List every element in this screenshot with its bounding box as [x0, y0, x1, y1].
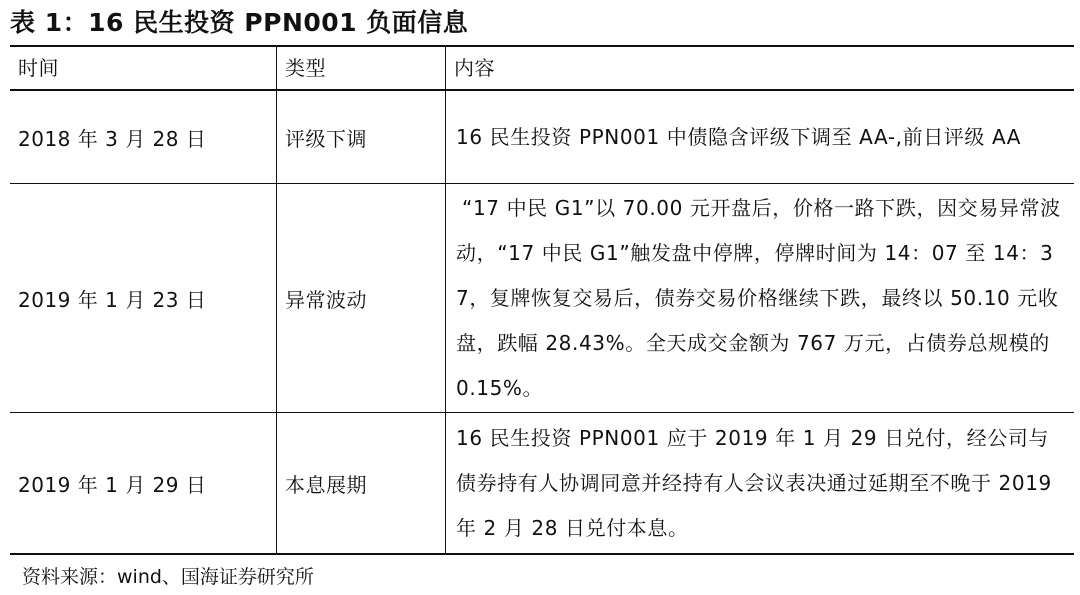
row-content: 16 民生投资 PPN001 应于 2019 年 1 月 29 日兑付，经公司与债券持有人协调同意并经持有人会议表决通过延期至不晚于 2019 年 2 月 28 日兑付本息。 — [446, 413, 1075, 555]
table-row — [10, 184, 1074, 413]
table-row — [10, 90, 1074, 184]
table-row — [10, 413, 1074, 555]
header-time: 时间 — [10, 46, 277, 90]
row-time: 2019 年 1 月 23 日 — [10, 184, 277, 413]
row-content: “17 中民 G1”以 70.00 元开盘后，价格一路下跌，因交易异常波动，“17 中民 G1”触发盘中停牌，停牌时间为 14：07 至 14：37，复牌恢复交易后，债券交易价格继续下跌，最终以 50.10 元收盘，跌幅 28.43%。全天成交金额为 767 万元，占债券总规模的 0.15%。 — [446, 184, 1075, 413]
negative-info-table — [10, 46, 1074, 555]
header-type: 类型 — [277, 46, 446, 90]
row-time: 2019 年 1 月 29 日 — [10, 413, 277, 555]
row-type: 本息展期 — [277, 413, 446, 555]
row-type: 异常波动 — [277, 184, 446, 413]
header-content: 内容 — [446, 46, 1075, 90]
row-content: 16 民生投资 PPN001 中债隐含评级下调至 AA-,前日评级 AA — [446, 90, 1075, 184]
source-note: 资料来源：wind、国海证券研究所 — [22, 566, 314, 588]
row-time: 2018 年 3 月 28 日 — [10, 90, 277, 184]
table-title: 表 1：16 民生投资 PPN001 负面信息 — [10, 8, 469, 37]
row-type: 评级下调 — [277, 90, 446, 184]
table-header-row — [10, 46, 1074, 90]
